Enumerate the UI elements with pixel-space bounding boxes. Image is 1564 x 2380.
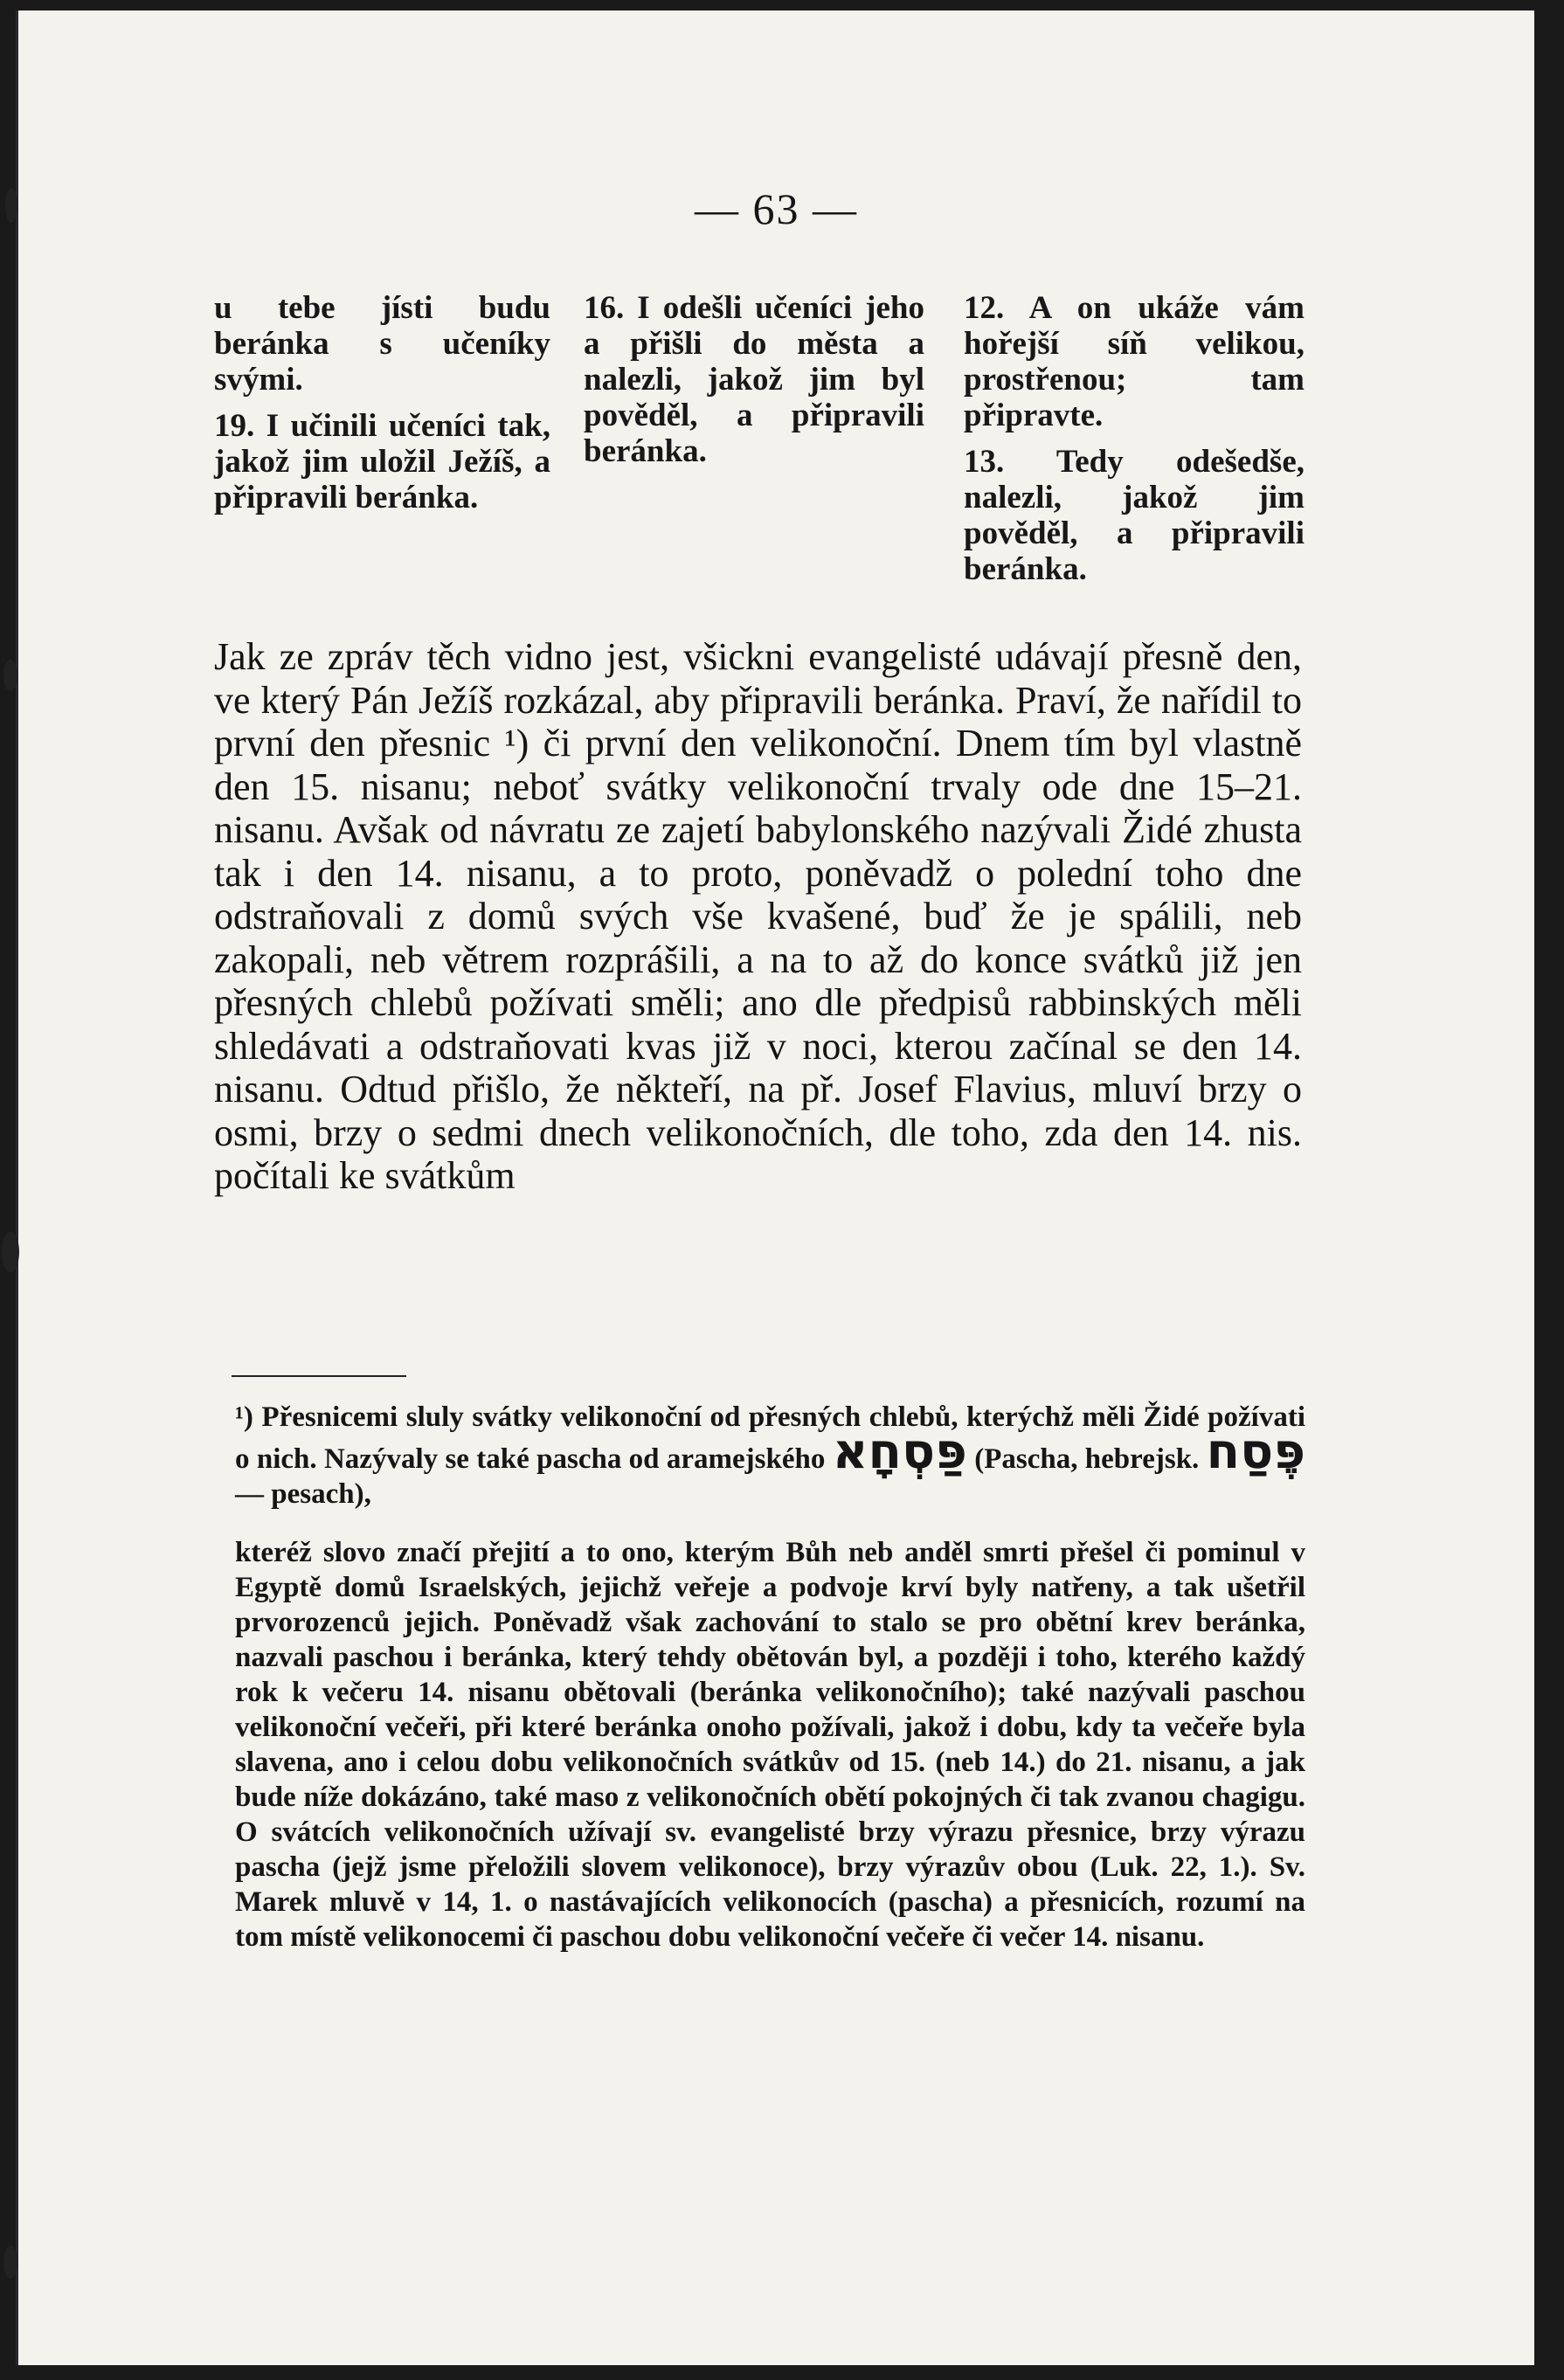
gospel-column-right <box>964 290 1304 587</box>
footnote-text: ¹) Přesnicemi sluly svátky velikonoční od přesných chlebů, kterýchž měli Židé požívati o nich. Nazývaly se také pascha od aramejského <box>235 1401 1305 1475</box>
footnote-text: (Pascha, hebrejsk. <box>974 1443 1200 1475</box>
footnote-body: kteréž slovo značí přejití a to ono, kterým Bůh neb anděl smrti přešel či pominul v Egyptě domů Israelských, jejichž veřeje a podvoje krví byly natřeny, a tak ušetřil prvorozenců jejich. Poněvadž však zachování to stalo se pro obětní krev beránka, nazvali paschou i beránka, který tehdy obětován byl, a později i toho, kterého každý rok k večeru 14. nisanu obětovali (beránka velikonočního); také nazývali paschou velikonoční večeři, při které beránka onoho požívali, jakož i dobu, kdy ta večeře byla slavena, ano i celou dobu velikonočních svátkův od 15. (neb 14.) do 21. nisanu, a jak bude níže dokázáno, také maso z velikonočních obětí pokojných či tak zvanou chagigu. O svátcích velikonočních užívají sv. evangelisté brzy výrazu přesnice, brzy výrazu pascha (jejž jsme přeložili slovem velikonoce), brzy výrazův obou (Luk. 22, 1.). Sv. Marek mluvě v 14, 1. o nastávajících velikonocích (pascha) a přesnicích, rozumí na tom místě velikonocemi či paschou dobu velikonoční večeře či večer 14. nisanu. <box>235 1537 1305 1953</box>
margin-mark <box>3 660 17 691</box>
footnote-text: — pesach), <box>235 1478 371 1510</box>
book-page <box>16 10 1534 2365</box>
verse-paragraph: 12. A on ukáže vám hořejší síň velikou, prostřenou; tam připravte. <box>964 290 1304 433</box>
footnote-rule <box>232 1375 406 1377</box>
page-number: — 63 — <box>695 184 858 233</box>
verse-paragraph: 13. Tedy odešedše, nalezli, jakož jim pověděl, a připravili beránka. <box>964 444 1304 587</box>
footnote-intro <box>235 1400 1305 1512</box>
main-paragraph: Jak ze zpráv těch vidno jest, všickni evangelisté udávají přesně den, ve který Pán Ježíš rozkázal, aby připravili beránka. Praví, že nařídil to první den přesnic ¹) či první den velikonoční. Dnem tím byl vlastně den 15. nisanu; neboť svátky velikonoční trvaly ode dne 15–21. nisanu. Avšak od návratu ze zajetí babylonského nazývali Židé zhusta tak i den 14. nisanu, a to proto, poněvadž o polední toho dne odstraňovali z domů svých vše kvašené, buď že je spálili, neb zakopali, neb větrem rozprášili, a na to až do konce svátků již jen přesných chlebů požívati směli; ano dle předpisů rabbinských měli shledávati a odstraňovati kvas již v noci, kterou začínal se den 14. nisanu. Odtud přišlo, že někteří, na př. Josef Flavius, mluví brzy o osmi, brzy o sedmi dnech velikonočních, dle toho, zda den 14. nis. počítali ke svátkům <box>214 635 1302 1197</box>
verse-paragraph: 16. I odešli učeníci jeho a přišli do města a nalezli, jakož jim byl pověděl, a připravili beránka. <box>584 290 924 469</box>
verse-paragraph: u tebe jísti budu beránka s učeníky svými. <box>214 290 550 398</box>
margin-mark <box>3 2245 17 2279</box>
margin-mark <box>2 1232 19 1272</box>
gospel-column-left <box>214 290 550 515</box>
gospel-column-middle <box>584 290 924 469</box>
hebrew-word-pascha: פַּסְחָא <box>832 1423 967 1480</box>
verse-paragraph: 19. I učinili učeníci tak, jakož jim uložil Ježíš, a připravili beránka. <box>214 408 550 515</box>
margin-mark <box>5 188 17 223</box>
hebrew-word-pesach: פֶּסַח <box>1206 1423 1306 1480</box>
